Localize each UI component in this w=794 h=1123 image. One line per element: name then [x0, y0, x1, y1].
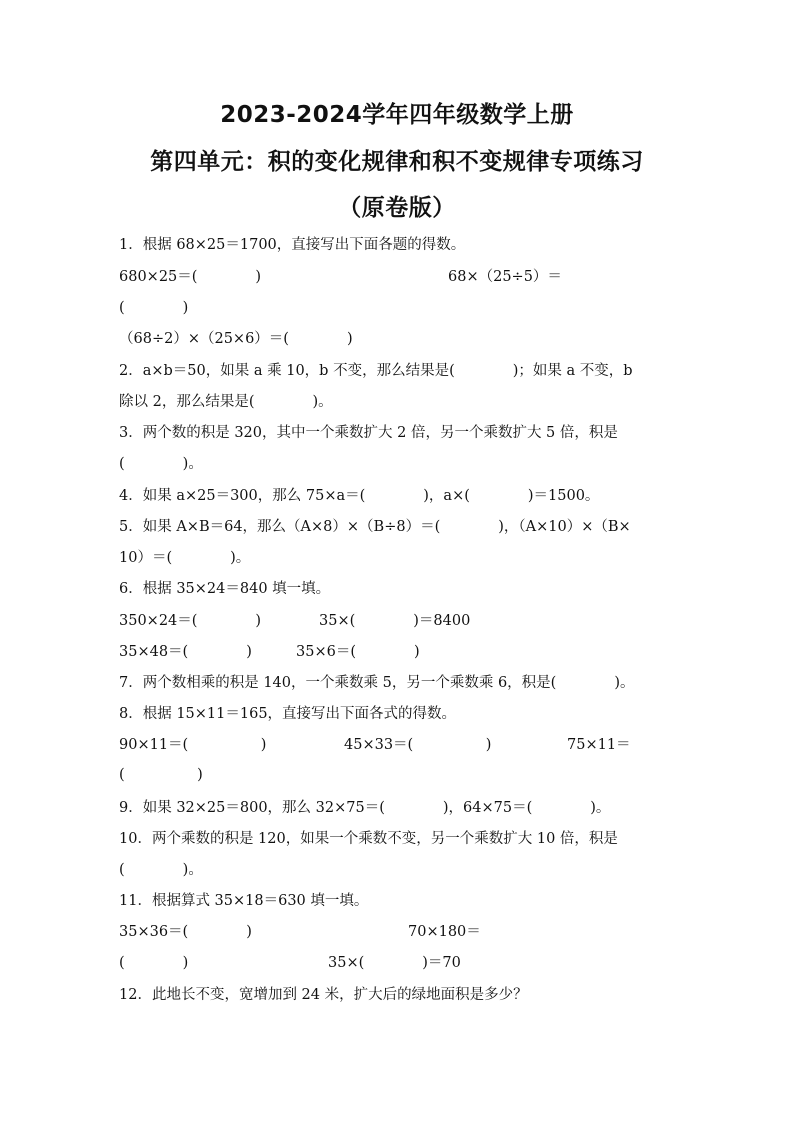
question-1-stem [0, 234, 794, 256]
question-4 [0, 485, 794, 507]
unit-title: 第四单元：积的变化规律和积不变规律专项练习 [150, 149, 644, 175]
text-line: 4．如果 a×25＝300，那么 75×a＝( )，a×( )＝1500。 [119, 488, 600, 504]
text-line: 6．根据 35×24＝840 填一填。 [119, 581, 331, 597]
text-item: 35×48＝( ) [119, 644, 252, 660]
question-1-row-3 [0, 328, 794, 350]
text-line: 1．根据 68×25＝1700，直接写出下面各题的得数。 [119, 237, 466, 253]
text-item: 35×36＝( ) [119, 924, 252, 940]
text-item: 75×11＝ [567, 737, 631, 753]
text-line: 5．如果 A×B＝64，那么（A×8）×（B÷8）＝( )，（A×10）×（B× [119, 519, 631, 535]
text-item: ( ) [119, 955, 189, 971]
worksheet-title: 2023-2024学年四年级数学上册 [220, 102, 574, 128]
text-line: 11．根据算式 35×18＝630 填一填。 [119, 893, 369, 909]
question-11-stem [0, 890, 794, 912]
question-10-line-1 [0, 828, 794, 850]
question-2-line-1 [0, 360, 794, 382]
text-item: 68×（25÷5）＝ [448, 269, 562, 285]
question-9 [0, 797, 794, 819]
text-line: 8．根据 15×11＝165，直接写出下面各式的得数。 [119, 706, 457, 722]
question-6-stem [0, 578, 794, 600]
text-item: 680×25＝( ) [119, 269, 262, 285]
text-line: 除以 2，那么结果是( )。 [119, 394, 333, 410]
question-3-line-2 [0, 453, 794, 475]
text-line: 2．a×b＝50，如果 a 乘 10，b 不变，那么结果是( )；如果 a 不变，b [119, 363, 633, 379]
question-12 [0, 984, 794, 1006]
text-item: 70×180＝ [408, 924, 481, 940]
question-6-row-1 [0, 610, 794, 632]
text-line: 10．两个乘数的积是 120，如果一个乘数不变，另一个乘数扩大 10 倍，积是 [119, 831, 618, 847]
text-item: 90×11＝( ) [119, 737, 267, 753]
text-item: 35×( )＝8400 [319, 613, 471, 629]
question-5-line-1 [0, 516, 794, 538]
question-7 [0, 672, 794, 694]
text-item: 45×33＝( ) [344, 737, 492, 753]
question-8-row-2 [0, 764, 794, 786]
question-5-line-2 [0, 547, 794, 569]
question-2-line-2 [0, 391, 794, 413]
version-label: （原卷版） [338, 195, 456, 221]
text-line: ( )。 [119, 456, 203, 472]
text-line: 9．如果 32×25＝800，那么 32×75＝( )，64×75＝( )。 [119, 800, 611, 816]
question-1-row-2 [0, 297, 794, 319]
text-line: 10）＝( )。 [119, 550, 251, 566]
question-6-row-2 [0, 641, 794, 663]
text-item: 350×24＝( ) [119, 613, 262, 629]
text-line: ( )。 [119, 862, 203, 878]
question-11-row-2 [0, 952, 794, 974]
question-11-row-1 [0, 921, 794, 943]
text-item: 35×6＝( ) [296, 644, 420, 660]
text-item: ( ) [119, 767, 203, 783]
text-item: ( ) [119, 300, 189, 316]
question-1-row-1 [0, 266, 794, 288]
text-item: 35×( )＝70 [328, 955, 461, 971]
text-item: （68÷2）×（25×6）＝( ) [119, 331, 353, 347]
question-3-line-1 [0, 422, 794, 444]
question-10-line-2 [0, 859, 794, 881]
question-8-row-1 [0, 734, 794, 756]
question-8-stem [0, 703, 794, 725]
text-line: 3．两个数的积是 320，其中一个乘数扩大 2 倍，另一个乘数扩大 5 倍，积是 [119, 425, 618, 441]
text-line: 7．两个数相乘的积是 140，一个乘数乘 5，另一个乘数乘 6，积是( )。 [119, 675, 635, 691]
text-line: 12．此地长不变，宽增加到 24 米，扩大后的绿地面积是多少？ [119, 987, 528, 1003]
